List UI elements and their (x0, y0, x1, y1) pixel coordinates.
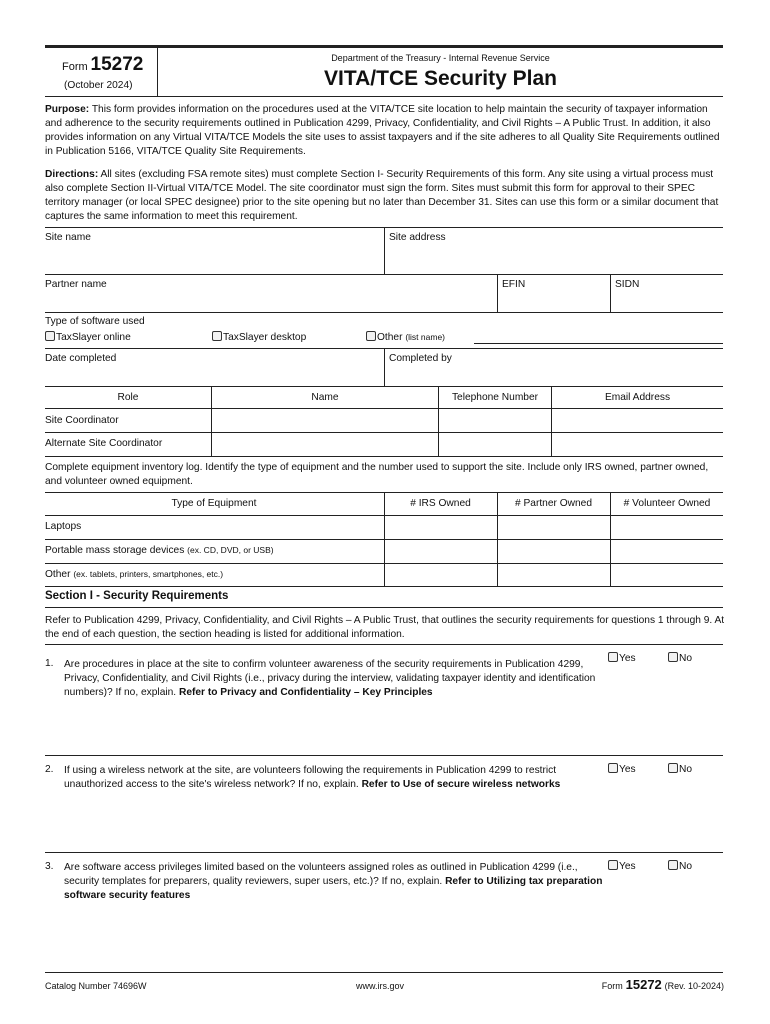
checkbox-icon[interactable] (608, 860, 618, 870)
q1-no-option[interactable] (668, 652, 692, 664)
checkbox-icon[interactable] (608, 652, 618, 662)
site-address-label: Site address (389, 232, 446, 243)
footer-revision: (Rev. 10-2024) (664, 981, 724, 991)
checkbox-icon[interactable] (668, 860, 678, 870)
form-number: 15272 (90, 54, 144, 75)
section-heading: Section I - Security Requirements (45, 590, 229, 602)
q3-explanation-field[interactable] (64, 905, 723, 967)
inventory-row-label: Other (45, 569, 71, 580)
checkbox-icon[interactable] (608, 763, 618, 773)
directions-paragraph (45, 168, 725, 224)
software-online-label: TaxSlayer online (56, 332, 131, 343)
q2-yes-option[interactable] (608, 763, 636, 775)
software-desktop-option[interactable] (212, 331, 306, 343)
question-text: Are procedures in place at the site to confirm volunteer awareness of the security requirements in Publication 4299, Privacy, Confidentiality, and Civil Rights (i.e., privacy during the interview, validating taxpayer identity and identification numbers)? If no, explain. (64, 659, 596, 698)
rule (45, 755, 723, 756)
other-partner-field[interactable] (498, 564, 609, 585)
volunteer-owned-header: # Volunteer Owned (623, 498, 711, 509)
inventory-row-label: Portable mass storage devices (45, 545, 185, 556)
alternate-coordinator-name-field[interactable] (212, 433, 438, 455)
rule (45, 274, 723, 275)
partner-name-label: Partner name (45, 279, 107, 290)
laptops-volunteer-field[interactable] (611, 516, 723, 538)
section-intro: Refer to Publication 4299, Privacy, Confidentiality, and Civil Rights – A Public Trust, that outlines the security requirements for questions 1 through 9. At the end of each question, the section heading is listed for additional information. (45, 615, 725, 640)
efin-label: EFIN (502, 279, 526, 290)
checkbox-icon[interactable] (212, 331, 222, 341)
rule (45, 456, 723, 457)
email-header: Email Address (604, 392, 671, 403)
other-irs-field[interactable] (385, 564, 496, 585)
checkbox-icon[interactable] (668, 652, 678, 662)
inventory-row-other (45, 569, 223, 580)
divider (610, 274, 611, 312)
header-bottom-rule (45, 96, 723, 97)
rule (45, 644, 723, 645)
other-software-name-line[interactable] (474, 343, 723, 344)
divider (384, 348, 385, 386)
site-name-field[interactable] (45, 246, 383, 272)
yes-label: Yes (619, 653, 636, 664)
no-label: No (679, 764, 693, 775)
efin-field[interactable] (502, 292, 607, 310)
completed-by-field[interactable] (389, 366, 723, 384)
question-reference: Refer to Use of secure wireless networks (361, 779, 561, 790)
completed-by-label: Completed by (389, 353, 452, 364)
site-coordinator-email-field[interactable] (552, 409, 723, 431)
software-desktop-label: TaxSlayer desktop (223, 332, 307, 343)
question-text: If using a wireless network at the site, are volunteers following the requirements in Publication 4299 to restrict unauthorized access to the site's wireless network? If no, explain. (64, 765, 557, 790)
question-reference: Refer to Utilizing tax preparation software security features (64, 876, 603, 901)
software-label: Type of software used (45, 316, 145, 327)
date-completed-label: Date completed (45, 353, 117, 364)
question-number: 1. (45, 658, 54, 669)
page-title: VITA/TCE Security Plan (324, 67, 557, 90)
purpose-paragraph (45, 103, 725, 159)
form-word: Form (62, 61, 88, 73)
catalog-number: Catalog Number 74696W (45, 981, 147, 991)
question-text: Are software access privileges limited based on the volunteers assigned roles as outlined in Publication 4299 (i.e., security templates for preparers, quality reviewers, super users, etc.)? If no, explain. (64, 862, 578, 887)
role-header: Role (117, 392, 139, 403)
q2-explanation-field[interactable] (64, 806, 723, 850)
rule (45, 607, 723, 608)
role-alternate-coordinator: Alternate Site Coordinator (45, 438, 163, 449)
checkbox-icon[interactable] (366, 331, 376, 341)
site-coordinator-name-field[interactable] (212, 409, 438, 431)
inventory-row-laptops (45, 521, 81, 532)
q1-explanation-field[interactable] (64, 705, 723, 753)
q1-yes-option[interactable] (608, 652, 636, 664)
directions-text: All sites (excluding FSA remote sites) must complete Section I- Security Requirements of this form. Any site using a virtual process must also complete Section II-Virtual VITA/TCE Model. The site coordinator must sign the form. Sites must submit this form for approval to their SPEC territory manager (or local SPEC designee) prior to the site opening but no later than December 31. Sites can use this form or a similar document that captures the same information to meet this requirement. (45, 169, 719, 222)
inventory-row-storage (45, 545, 274, 556)
question-reference: Refer to Privacy and Confidentiality – Key Principles (178, 687, 433, 698)
partner-name-field[interactable] (45, 292, 495, 310)
question-2 (64, 764, 609, 792)
question-1 (64, 658, 609, 700)
software-other-label: Other (377, 332, 403, 343)
rule (45, 386, 723, 387)
alternate-coordinator-email-field[interactable] (552, 433, 723, 455)
software-other-note: (list name) (405, 332, 446, 342)
rule (45, 586, 723, 587)
top-rule (45, 45, 723, 48)
sidn-label: SIDN (615, 279, 640, 290)
purpose-label: Purpose: (45, 104, 90, 115)
q3-no-option[interactable] (668, 860, 692, 872)
website: www.irs.gov (356, 981, 405, 991)
checkbox-icon[interactable] (45, 331, 55, 341)
laptops-partner-field[interactable] (498, 516, 609, 538)
inventory-intro: Complete equipment inventory log. Identify the type of equipment and the number used to support the site. Include only IRS owned, partner owned, and volunteer owned equipment. (45, 462, 709, 487)
agency-name: Department of the Treasury - Internal Revenue Service (331, 53, 550, 63)
inventory-row-note: (ex. tablets, printers, smartphones, etc.) (73, 569, 224, 579)
checkbox-icon[interactable] (668, 763, 678, 773)
q3-yes-option[interactable] (608, 860, 636, 872)
footer-form-word: Form (601, 981, 623, 991)
rule (45, 312, 723, 313)
yes-label: Yes (619, 764, 636, 775)
footer-rule (45, 972, 723, 973)
question-3 (64, 861, 609, 903)
irs-owned-header: # IRS Owned (410, 498, 471, 509)
storage-partner-field[interactable] (498, 540, 609, 562)
divider (497, 274, 498, 312)
telephone-header: Telephone Number (451, 392, 539, 403)
no-label: No (679, 861, 693, 872)
sidn-field[interactable] (615, 292, 721, 310)
rule (45, 852, 723, 853)
equipment-type-header: Type of Equipment (171, 498, 257, 509)
software-other-option[interactable] (366, 331, 445, 343)
inventory-row-label: Laptops (45, 521, 82, 532)
form-id (62, 54, 143, 76)
yes-label: Yes (619, 861, 636, 872)
inventory-row-note: (ex. CD, DVD, or USB) (187, 545, 274, 555)
footer-form-id (602, 977, 724, 992)
laptops-irs-field[interactable] (385, 516, 496, 538)
software-online-option[interactable] (45, 331, 131, 343)
role-site-coordinator: Site Coordinator (45, 415, 119, 426)
directions-label: Directions: (45, 169, 99, 180)
site-coordinator-phone-field[interactable] (439, 409, 551, 431)
site-address-field[interactable] (389, 246, 723, 272)
form-date: (October 2024) (64, 80, 133, 91)
other-volunteer-field[interactable] (611, 564, 723, 585)
partner-owned-header: # Partner Owned (514, 498, 592, 509)
site-name-label: Site name (45, 232, 91, 243)
no-label: No (679, 653, 693, 664)
divider (384, 227, 385, 274)
storage-volunteer-field[interactable] (611, 540, 723, 562)
question-number: 3. (45, 861, 54, 872)
name-header: Name (311, 392, 339, 403)
q2-no-option[interactable] (668, 763, 692, 775)
alternate-coordinator-phone-field[interactable] (439, 433, 551, 455)
storage-irs-field[interactable] (385, 540, 496, 562)
question-number: 2. (45, 764, 54, 775)
purpose-text: This form provides information on the procedures used at the VITA/TCE site location to help maintain the security of taxpayer information and adherence to the security requirements outlined in Publication 4299, Privacy, Confidentiality, and Civil Rights – A Public Trust. In addition, it also provides information on any Virtual VITA/TCE Models the site uses to assist taxpayers and if the site adheres to all Quality Site Requirements outlined in Publication 5166, VITA/TCE Quality Site Requirements. (45, 104, 720, 157)
date-completed-field[interactable] (45, 366, 383, 384)
footer-form-number: 15272 (625, 977, 662, 992)
